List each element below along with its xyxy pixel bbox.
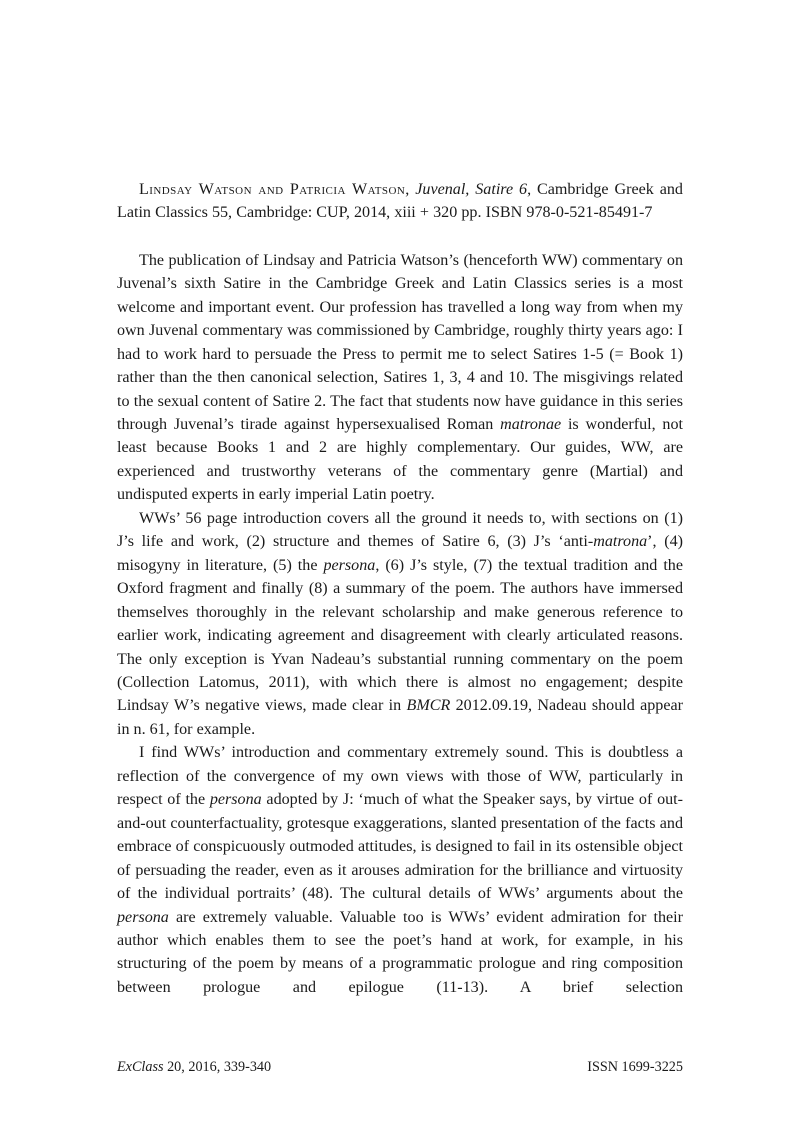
body-paragraph-1: The publication of Lindsay and Patricia Watson’s (henceforth WW) commentary on Juvenal’s sixth Satire in the Cambridge Greek and Latin Classics series is a most welcome and important event. Our profession has travelled a long way from when my own Juvenal commentary was commissioned by Cambridge, roughly thirty years ago: I had to work hard to persuade the Press to permit me to select Satires 1-5 (= Book 1) rather than the then canonical selection, Satires 1, 3, 4 and 10. The misgivings related to the sexual content of Satire 2. The fact that students now have guidance in this series through Juvenal’s tirade against hypersexualised Roman matronae is wonderful, not least because Books 1 and 2 are highly complementary. Our guides, WW, are experienced and trustworthy veterans of the commentary genre (Martial) and undisputed experts in early imperial Latin poetry. — [117, 251, 683, 504]
footer-issn: ISSN 1699-3225 — [587, 1059, 683, 1075]
review-work-title: Juvenal, Satire 6 — [415, 181, 528, 198]
page-content — [117, 178, 683, 999]
footer-citation — [117, 1058, 271, 1076]
review-authors: Lindsay Watson and Patricia Watson — [139, 181, 406, 198]
page-footer — [117, 1058, 683, 1076]
italic-term: persona — [209, 791, 262, 809]
review-publication-details: , Cambridge Greek and Latin Classics 55, Cambridge: CUP, 2014, xiii + 320 pp. ISBN 978-0-521-85491-7 — [117, 181, 683, 222]
body-paragraph-2: WWs’ 56 page introduction covers all the ground it needs to, with sections on (1) J’s life and work, (2) structure and themes of Satire 6, (3) J’s ‘anti-matrona’, (4) misogyny in literature, (5) the persona, (6) J’s style, (7) the textual tradition and the Oxford fragment and finally (8) a summary of the poem. The authors have immersed themselves thoroughly in the relevant scholarship and make generous reference to earlier work, indicating agreement and disagreement with clearly articulated reasons. The only exception is Yvan Nadeau’s substantial running commentary on the poem (Collection Latomus, 2011), with which there is almost no engagement; despite Lindsay W’s negative views, made clear in BMCR 2012.09.19, Nadeau should appear in n. 61, for example. — [117, 509, 684, 738]
review-header — [117, 178, 683, 225]
body-paragraph-3: I find WWs’ introduction and commentary extremely sound. This is doubtless a reflection of the convergence of my own views with those of WW, particularly in respect of the persona adopted by J: ‘much of what the Speaker says, by virtue of out-and-out counterfactuality, grotesque exaggerations, slanted presentation of the facts and embrace of conspicuously outmoded attitudes, is designed to fail in its ostensible object of persuading the reader, even as it arouses admiration for the brilliance and virtuosity of the individual portraits’ (48). The cultural details of WWs’ arguments about the persona are extremely valuable. Valuable too is WWs’ evident admiration for their author which enables them to see the poet’s hand at work, for example, in his structuring of the poem by means of a programmatic prologue and ring composition between prologue and epilogue (11-13). A brief selection — [117, 744, 683, 996]
italic-term: persona — [117, 908, 169, 926]
review-body — [117, 249, 683, 1000]
footer-journal-name: ExClass — [117, 1059, 164, 1075]
review-authors-separator: , — [405, 181, 416, 198]
italic-term: BMCR — [406, 697, 451, 715]
italic-term: persona — [323, 556, 376, 574]
italic-term: matrona — [593, 533, 648, 551]
footer-citation-details: 20, 2016, 339-340 — [163, 1059, 272, 1075]
italic-term: matronae — [500, 415, 562, 433]
